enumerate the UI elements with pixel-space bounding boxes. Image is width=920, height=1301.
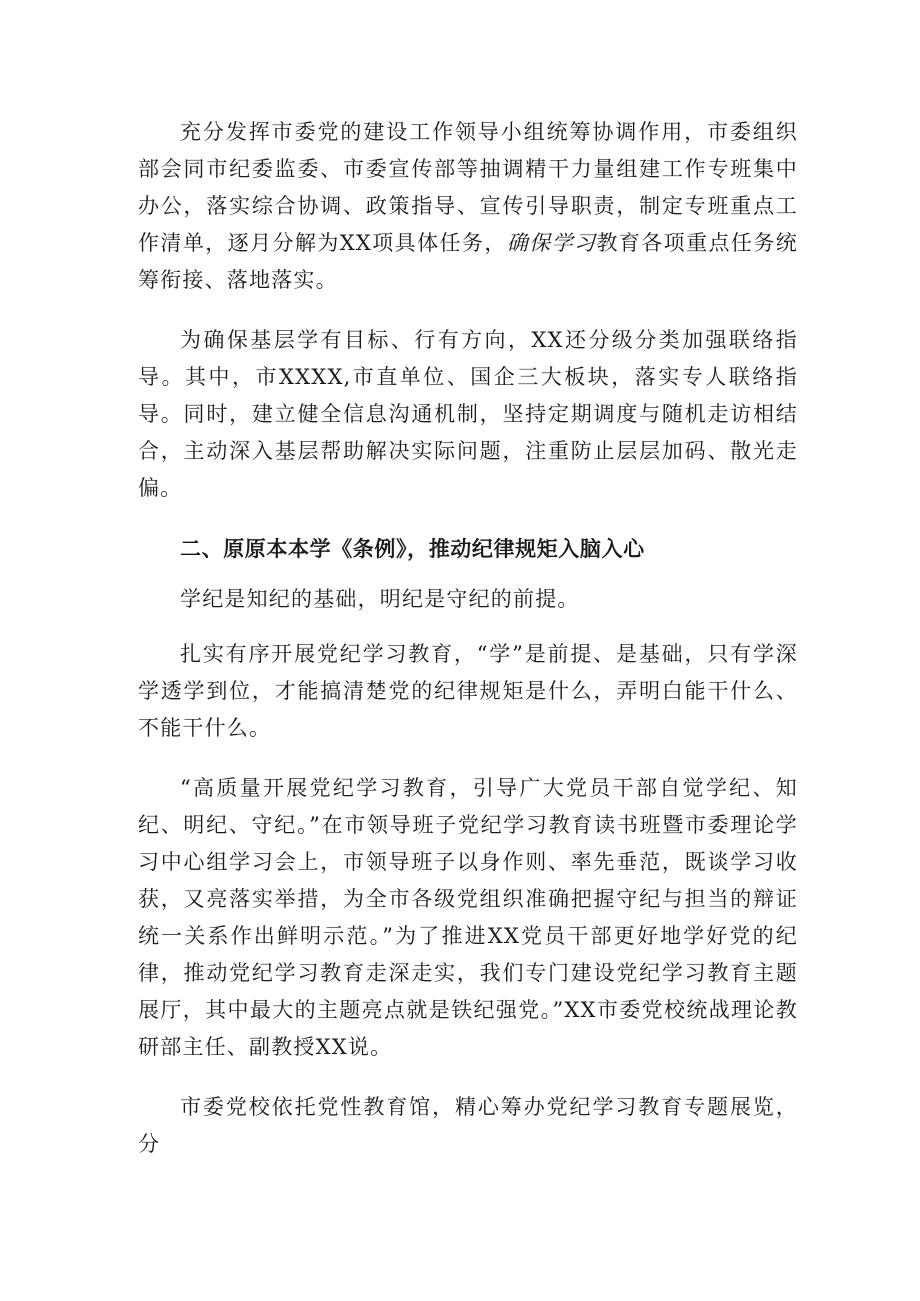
paragraph-party-school: 市委党校依托党性教育馆，精心筹办党纪学习教育专题展览，分: [138, 1095, 798, 1156]
paragraph-study-foundation: 扎实有序开展党纪学习教育，“学”是前提、是基础，只有学深学透学到位，才能搞清楚党的纪律规矩是什么，弄明白能干什么、不能干什么。: [138, 642, 798, 740]
section-heading-2: 二、原原本本学《条例》，推动纪律规矩入脑入心: [180, 537, 645, 561]
paragraph-leadership-example: “高质量开展党纪学习教育，引导广大党员干部自觉学纪、知纪、明纪、守纪。”在市领导班子党纪学习教育读书班暨市委理论学习中心组学习会上，市领导班子以身作则、率先垂范，既谈学习收获，又亮落实举措，为全市各级党组织准确把握守纪与担当的辩证统一关系作出鲜明示范。”为了推进XX党员干部更好地学好党的纪律，推动党纪学习教育走深走实，我们专门建设党纪学习教育主题展厅，其中最大的主题亮点就是铁纪强党。”XX市委党校统战理论教研部主任、副教授XX说。: [138, 776, 798, 1059]
paragraph-study-premise: 学纪是知纪的基础，明纪是守纪的前提。: [180, 587, 580, 611]
paragraph-text: 教育各项重点任务统筹衔接、落地落实。: [138, 231, 798, 292]
paragraph-text: 充分发挥市委党的建设工作领导小组统筹协调作用，市委组织部会同市纪委监委、市委宣传部等抽调精干力量组建工作专班集中办公，落实综合协调、政策指导、宣传引导职责，制定专班重点工作清单，逐月分解为XX项具体任务，: [138, 120, 798, 255]
paragraph-work-coordination: [138, 114, 798, 299]
document-body: [138, 114, 798, 1186]
paragraph-liaison-guidance: 为确保基层学有目标、行有方向，XX还分级分类加强联络指导。其中，市XXXX,市直单位、国企三大板块，落实专人联络指导。同时，建立健全信息沟通机制，坚持定期调度与随机走访相结合，主动深入基层帮助解决实际问题，注重防止层层加码、散光走偏。: [138, 328, 798, 500]
italic-text: 确保学习: [506, 231, 597, 255]
